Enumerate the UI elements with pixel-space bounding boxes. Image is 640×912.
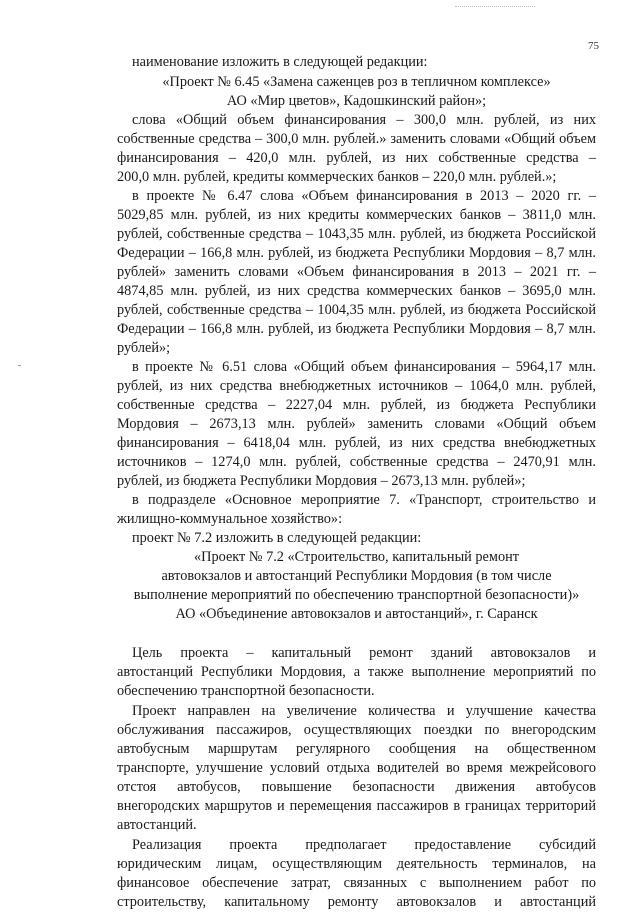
text-line: отстоя автобусов, повышение безопасности движения автобусов	[117, 779, 596, 795]
text-line: транспорте, улучшение условий отдыха водителей во время межрейсового	[117, 760, 596, 776]
text-line: рублей, собственные средства – 1004,35 млн. рублей, из бюджета Российской	[117, 302, 596, 318]
text-line: автостанций Республики Мордовия, а также выполнение мероприятий по	[117, 664, 596, 680]
text-line: внегородских маршрутов и перемещения пассажиров в границах территорий	[117, 798, 596, 814]
text-line: Реализация проекта предполагает предоставление субсидий	[132, 837, 596, 853]
text-line: собственные средства – 2227,04 млн. рублей, из бюджета Республики	[117, 397, 596, 413]
text-line: рублей, собственные средства – 1043,35 млн. рублей, из бюджета Российской	[117, 226, 596, 242]
text-line: источников – 1274,0 млн. рублей, собственные средства – 2470,91 млн.	[117, 454, 596, 470]
text-line: финансовое обеспечение затрат, связанных с выполнением работ по	[117, 875, 596, 891]
text-line: строительству, капитальному ремонту автовокзалов и автостанций	[117, 894, 596, 910]
text-line: Федерации – 166,8 млн. рублей, из бюджета Республики Мордовия – 8,7 млн.	[117, 321, 596, 337]
text-line: рублей» заменить словами «Объем финансирования в 2013 – 2021 гг. –	[117, 264, 596, 280]
scan-artifact	[455, 6, 535, 8]
text-line: Цель проекта – капитальный ремонт зданий автовокзалов и	[132, 645, 596, 661]
text-line: финансирования – 420,0 млн. рублей, из них собственные средства –	[117, 150, 596, 166]
page-number: 75	[588, 40, 599, 52]
text-line: собственные средства – 300,0 млн. рублей.» заменить словами «Общий объем	[117, 131, 596, 147]
text-line: Проект направлен на увеличение количества и улучшение качества	[132, 703, 596, 719]
text-line: жилищно-коммунальное хозяйство»:	[117, 511, 343, 527]
text-line: обеспечению транспортной безопасности.	[117, 683, 375, 699]
text-line: 200,0 млн. рублей, кредиты коммерческих банков – 220,0 млн. рублей.»;	[117, 169, 557, 185]
text-line: «Проект № 7.2 «Строительство, капитальный ремонт	[194, 549, 519, 565]
text-line: автобусным маршрутам регулярного сообщения на общественном	[117, 741, 596, 757]
text-line: наименование изложить в следующей редакции:	[132, 54, 428, 70]
text-line: юридическим лицам, осуществляющим деятельность терминалов, на	[117, 856, 596, 872]
text-line: автостанций.	[117, 817, 197, 833]
text-line: АО «Объединение автовокзалов и автостанций», г. Саранск	[175, 606, 538, 622]
text-line: проект № 7.2 изложить в следующей редакции:	[132, 530, 422, 546]
text-line: 5029,85 млн. рублей, из них кредиты коммерческих банков – 3811,0 млн.	[117, 207, 596, 223]
text-line: Федерации – 166,8 млн. рублей, из бюджета Республики Мордовия – 8,7 млн.	[117, 245, 596, 261]
text-line: рублей, из них средства внебюджетных источников – 1064,0 млн. рублей,	[117, 378, 596, 394]
text-line: в проекте № 6.47 слова «Объем финансирования в 2013 – 2020 гг. –	[132, 188, 596, 204]
text-line: автовокзалов и автостанций Республики Мордовия (в том числе	[161, 568, 552, 584]
text-line: 4874,85 млн. рублей, из них средства коммерческих банков – 3695,0 млн.	[117, 283, 596, 299]
text-line: рублей»;	[117, 340, 171, 356]
text-line: выполнение мероприятий по обеспечению транспортной безопасности)»	[133, 587, 580, 603]
text-line: Мордовия – 2673,13 млн. рублей» заменить словами «Общий объем	[117, 416, 596, 432]
text-line: в проекте № 6.51 слова «Общий объем финансирования – 5964,17 млн.	[132, 359, 596, 375]
text-line: слова «Общий объем финансирования – 300,0 млн. рублей, из них	[132, 112, 596, 128]
text-line: в подразделе «Основное мероприятие 7. «Транспорт, строительство и	[132, 492, 596, 508]
text-line: рублей, из бюджета Республики Мордовия – 2673,13 млн. рублей»;	[117, 473, 526, 489]
text-line: «Проект № 6.45 «Замена саженцев роз в тепличном комплексе»	[162, 74, 551, 90]
text-line: обслуживания пассажиров, осуществляющих поездки по внегородским	[117, 722, 596, 738]
text-line: АО «Мир цветов», Кадошкинский район»;	[226, 93, 487, 109]
margin-mark	[18, 365, 21, 366]
text-line: финансирования – 6418,04 млн. рублей, из них средства внебюджетных	[117, 435, 596, 451]
